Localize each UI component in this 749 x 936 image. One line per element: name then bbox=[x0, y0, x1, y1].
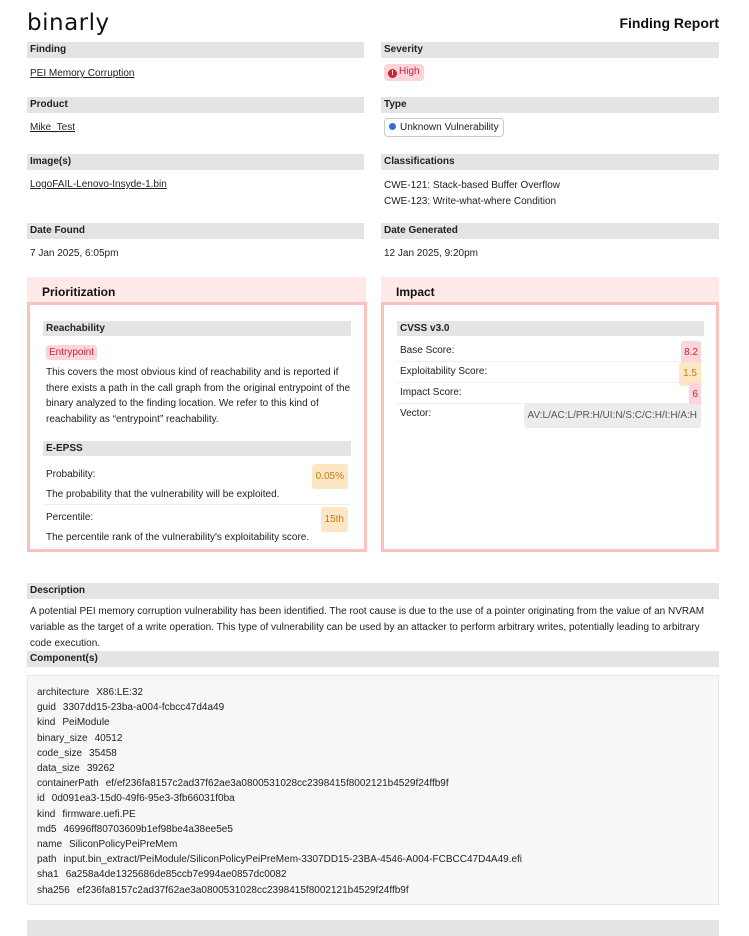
product-label: Product bbox=[27, 97, 364, 113]
classifications-label: Classifications bbox=[381, 154, 719, 170]
component-key: architecture bbox=[37, 687, 90, 698]
component-value: SiliconPolicyPeiPreMem bbox=[69, 839, 178, 851]
image-link[interactable]: LogoFAIL-Lenovo-Insyde-1.bin bbox=[30, 179, 167, 190]
severity-label: Severity bbox=[381, 42, 719, 58]
product-section bbox=[27, 97, 364, 133]
component-value: firmware.uefi.PE bbox=[62, 808, 136, 820]
exploitability-score-label: Exploitability Score: bbox=[400, 366, 488, 377]
component-row bbox=[37, 822, 718, 837]
component-value: 46996ff80703609b1ef98be4a38ee5e5 bbox=[63, 823, 233, 835]
description-label: Description bbox=[27, 583, 719, 599]
component-row bbox=[37, 867, 718, 882]
component-value: ef236fa8157c2ad37f62ae3a0800531028cc2398415f8002121b4529f24ffb9f bbox=[76, 884, 409, 896]
component-row bbox=[37, 807, 718, 822]
eepss-label: E-EPSS bbox=[43, 441, 351, 456]
impact-title: Impact bbox=[381, 277, 719, 302]
component-value: PeiModule bbox=[62, 717, 110, 729]
component-key: id bbox=[37, 793, 45, 805]
finding-label: Finding bbox=[27, 42, 364, 58]
reachability-description: This covers the most obvious kind of reachability and is reported if there exists a path in the call graph from the original entrypoint of the binary analyzed to the finding location. We refer to this kind of reachability as “entrypoint” reachability. bbox=[46, 367, 351, 425]
probability-description: The probability that the vulnerability will be exploited. bbox=[43, 488, 351, 505]
component-value: 3307dd15-23ba-a004-fcbcc47d4a49 bbox=[62, 702, 225, 714]
type-section bbox=[381, 97, 719, 137]
base-score-label: Base Score: bbox=[400, 345, 455, 356]
component-row bbox=[37, 731, 718, 746]
probability-label: Probability: bbox=[46, 469, 96, 480]
finding-link[interactable]: PEI Memory Corruption bbox=[30, 68, 135, 79]
component-row bbox=[37, 685, 718, 700]
component-value: 0d091ea3-15d0-49f6-95e3-3fb66031f0ba bbox=[51, 793, 235, 805]
component-key: sha1 bbox=[37, 869, 59, 881]
components-box bbox=[27, 675, 719, 905]
alert-circle-icon: ! bbox=[388, 69, 397, 78]
percentile-label: Percentile: bbox=[46, 512, 94, 523]
component-row bbox=[37, 715, 718, 730]
reachability-label: Reachability bbox=[43, 321, 351, 336]
component-key: name bbox=[37, 839, 63, 851]
images-label: Image(s) bbox=[27, 154, 364, 170]
component-row bbox=[37, 776, 718, 791]
product-link[interactable]: Mike_Test bbox=[30, 122, 76, 133]
component-key: kind bbox=[37, 808, 56, 820]
severity-badge: ! High bbox=[384, 64, 424, 81]
component-key: code_size bbox=[37, 747, 83, 759]
description-text: A potential PEI memory corruption vulnerability has been identified. The root cause is due to the use of a pointer originating from the value of an NVRAM variable as the target of a write operation. This type of vulnerability can be used by an attacker to perform arbitrary writes, potentially leading to arbitrary code execution. bbox=[30, 606, 705, 649]
probability-value: 0.05% bbox=[312, 464, 348, 489]
date-found-label: Date Found bbox=[27, 223, 364, 239]
component-row bbox=[37, 761, 718, 776]
date-generated-section bbox=[381, 223, 719, 259]
component-key: guid bbox=[37, 702, 56, 714]
reachability-badge: Entrypoint bbox=[46, 345, 97, 360]
date-generated-value: 12 Jan 2025, 9:20pm bbox=[384, 248, 478, 259]
component-row bbox=[37, 852, 718, 867]
component-row bbox=[37, 883, 718, 898]
classification-item: CWE-123: Write-what-where Condition bbox=[384, 196, 557, 207]
component-value: 6a258a4de1325686de85ccb7e994ae0857dc0082 bbox=[65, 869, 287, 881]
component-key: containerPath bbox=[37, 778, 99, 790]
date-found-value: 7 Jan 2025, 6:05pm bbox=[30, 248, 119, 259]
prioritization-title: Prioritization bbox=[27, 277, 366, 302]
next-section-bar bbox=[27, 920, 719, 936]
component-row bbox=[37, 746, 718, 761]
impact-panel bbox=[381, 302, 719, 552]
date-generated-label: Date Generated bbox=[381, 223, 719, 239]
description-section bbox=[27, 583, 719, 652]
component-value: 39262 bbox=[86, 763, 115, 775]
classification-item: CWE-121: Stack-based Buffer Overflow bbox=[384, 180, 560, 191]
impact-score-label: Impact Score: bbox=[400, 387, 462, 398]
component-value: input.bin_extract/PeiModule/SiliconPolicyPeiPreMem-3307DD15-23BA-4546-A004-FCBCC47D4A49.efi bbox=[63, 854, 523, 866]
percentile-value: 15th bbox=[321, 507, 348, 532]
vector-label: Vector: bbox=[400, 408, 432, 419]
percentile-description: The percentile rank of the vulnerability's exploitability score. bbox=[43, 531, 351, 548]
component-key: kind bbox=[37, 717, 56, 729]
component-value: 40512 bbox=[94, 732, 123, 744]
components-section bbox=[27, 651, 719, 667]
component-value: ef/ef236fa8157c2ad37f62ae3a0800531028cc2398415f8002121b4529f24ffb9f bbox=[105, 778, 449, 790]
component-value: X86:LE:32 bbox=[96, 687, 143, 698]
images-section bbox=[27, 154, 364, 190]
component-key: md5 bbox=[37, 823, 57, 835]
component-key: sha256 bbox=[37, 884, 70, 896]
exploitability-score-value: 1.5 bbox=[679, 362, 701, 386]
classifications-section bbox=[381, 154, 719, 210]
cvss-label: CVSS v3.0 bbox=[397, 321, 704, 336]
severity-section bbox=[381, 42, 719, 81]
component-row bbox=[37, 700, 718, 715]
component-key: binary_size bbox=[37, 732, 88, 744]
dot-icon bbox=[389, 123, 396, 130]
date-found-section bbox=[27, 223, 364, 259]
component-row bbox=[37, 791, 718, 806]
components-label: Component(s) bbox=[27, 651, 719, 667]
base-score-value: 8.2 bbox=[681, 341, 701, 365]
components-list bbox=[37, 685, 718, 898]
vector-value: AV:L/AC:L/PR:H/UI:N/S:C/C:H/I:H/A:H bbox=[524, 404, 701, 428]
component-value: 35458 bbox=[89, 747, 117, 759]
component-row bbox=[37, 837, 718, 852]
report-title: Finding Report bbox=[619, 15, 719, 31]
binarly-logo: binarly bbox=[27, 10, 110, 36]
prioritization-panel bbox=[27, 302, 367, 552]
finding-section bbox=[27, 42, 364, 79]
component-key: data_size bbox=[37, 763, 80, 775]
type-label: Type bbox=[381, 97, 719, 113]
component-key: path bbox=[37, 854, 57, 866]
impact-score-value: 6 bbox=[689, 383, 701, 407]
type-badge: Unknown Vulnerability bbox=[384, 118, 504, 137]
